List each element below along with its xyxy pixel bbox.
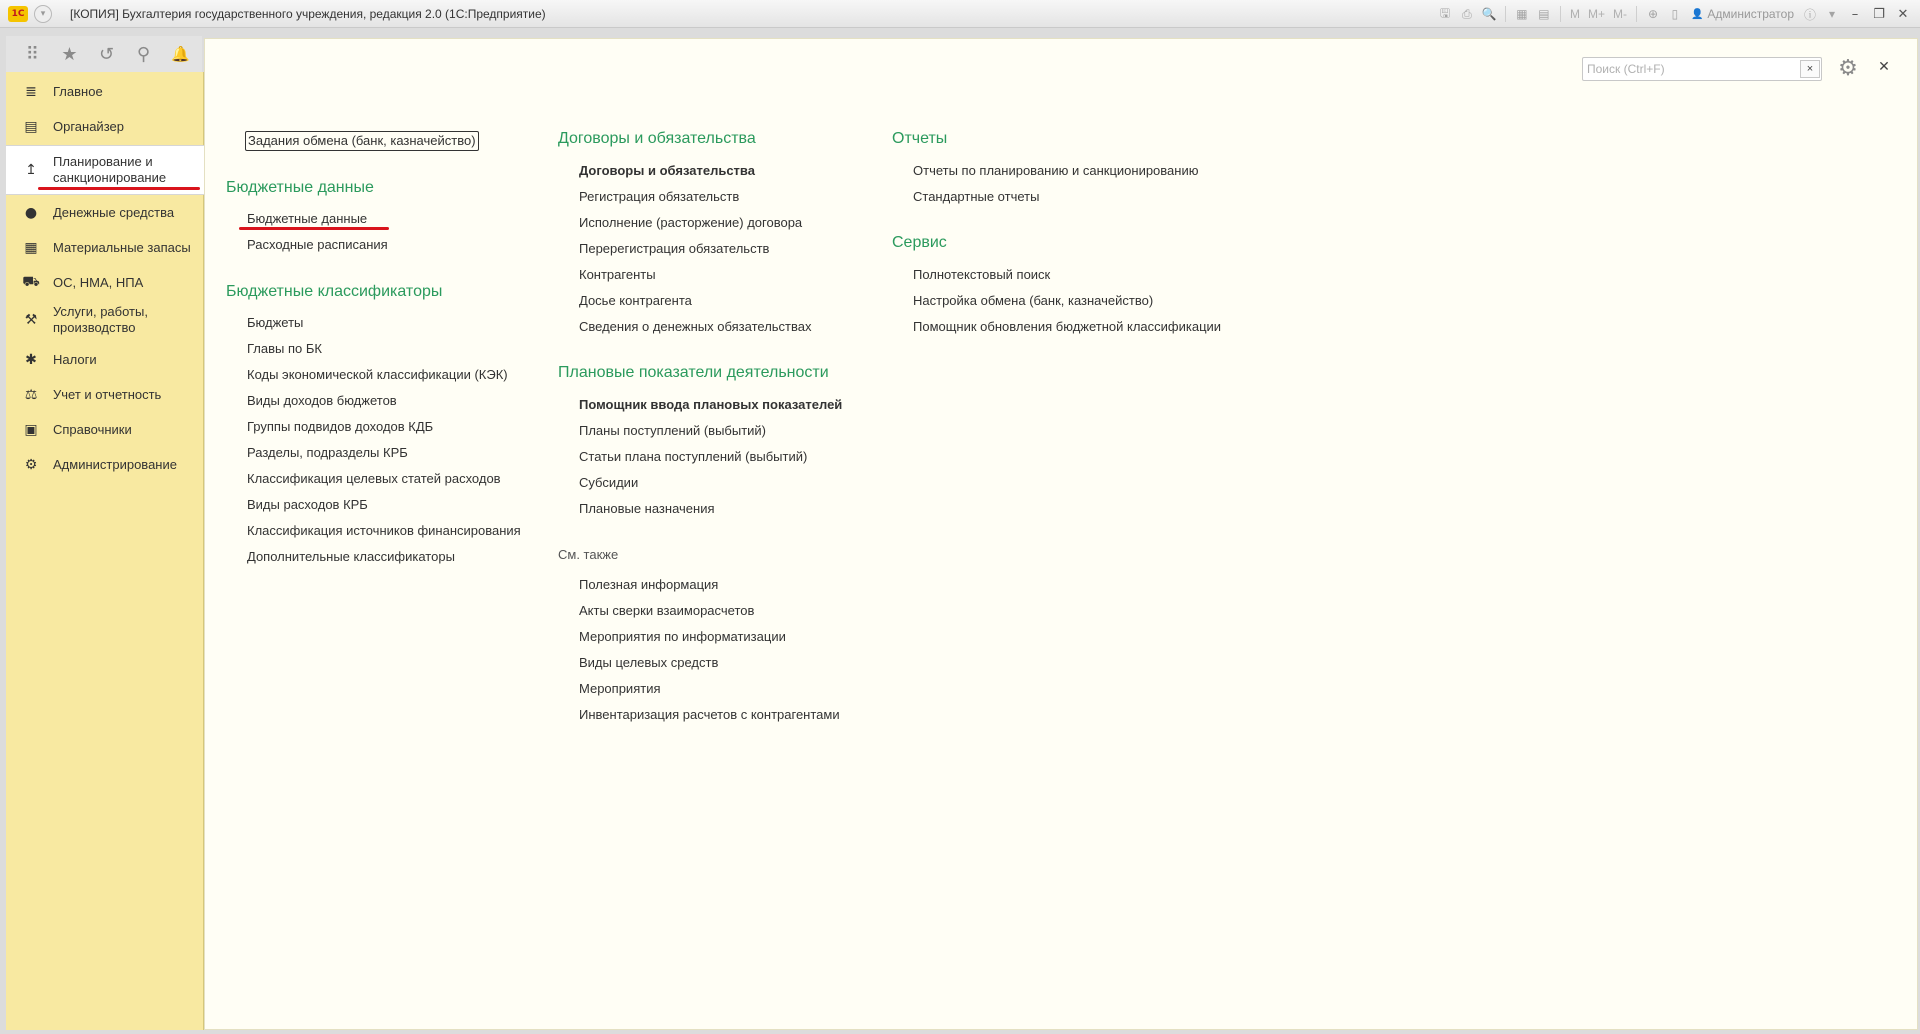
link-bk-chapters[interactable]: Главы по БК bbox=[247, 341, 322, 356]
section-title-budget-data: Бюджетные данные bbox=[226, 179, 374, 196]
settings-gear-icon[interactable]: ⚙ bbox=[1838, 55, 1858, 81]
link-contracts[interactable]: Договоры и обязательства bbox=[579, 163, 755, 178]
history-icon[interactable]: ↺ bbox=[98, 43, 115, 65]
link-plan-wizard[interactable]: Помощник ввода плановых показателей bbox=[579, 397, 843, 412]
truck-icon: ⛟ bbox=[22, 274, 40, 290]
link-expense-schedules[interactable]: Расходные расписания bbox=[247, 237, 388, 252]
search-icon[interactable]: ⚲ bbox=[136, 43, 151, 65]
sidebar-item-administration[interactable] bbox=[6, 455, 204, 475]
main-menu-button[interactable]: ▾ bbox=[34, 5, 52, 23]
link-measures[interactable]: Мероприятия bbox=[579, 681, 661, 696]
info-icon[interactable]: ⓘ bbox=[1803, 7, 1816, 22]
link-planned-assignments[interactable]: Плановые назначения bbox=[579, 501, 715, 516]
sections-sidebar bbox=[6, 72, 204, 1030]
link-krb-expense-types[interactable]: Виды расходов КРБ bbox=[247, 497, 368, 512]
link-counterparty-dossier[interactable]: Досье контрагента bbox=[579, 293, 692, 308]
app-logo: 1С bbox=[8, 6, 28, 22]
favorites-star-icon[interactable]: ★ bbox=[61, 43, 78, 65]
quick-toolbar bbox=[6, 36, 202, 72]
emblem-icon: ✱ bbox=[25, 352, 37, 368]
section-title-contracts: Договоры и обязательства bbox=[558, 130, 756, 147]
sidebar-item-services[interactable] bbox=[6, 302, 204, 338]
link-useful-info[interactable]: Полезная информация bbox=[579, 577, 719, 592]
section-title-plan-indicators: Плановые показатели деятельности bbox=[558, 364, 829, 381]
organizer-icon: ▤ bbox=[24, 119, 38, 135]
sidebar-item-label: Органайзер bbox=[53, 119, 124, 134]
sidebar-item-fixed-assets[interactable] bbox=[6, 273, 204, 293]
separator bbox=[1560, 6, 1561, 22]
current-user[interactable] bbox=[1687, 7, 1798, 21]
link-standard-reports[interactable]: Стандартные отчеты bbox=[913, 189, 1040, 204]
link-receipt-plans[interactable]: Планы поступлений (выбытий) bbox=[579, 423, 767, 438]
link-budgets[interactable]: Бюджеты bbox=[247, 315, 304, 330]
link-planning-reports[interactable]: Отчеты по планированию и санкционированию bbox=[913, 163, 1199, 178]
link-financing-sources[interactable]: Классификация источников финансирования bbox=[247, 523, 521, 538]
print-icon[interactable]: ⎙ bbox=[1462, 6, 1472, 21]
sidebar-item-label: Администрирование bbox=[53, 457, 177, 472]
sidebar-item-label: Учет и отчетность bbox=[53, 387, 162, 402]
link-receipt-plan-items[interactable]: Статьи плана поступлений (выбытий) bbox=[579, 449, 808, 464]
reference-book-icon: ▣ bbox=[24, 422, 38, 438]
link-counterparties[interactable]: Контрагенты bbox=[579, 267, 656, 282]
section-title-service: Сервис bbox=[892, 234, 947, 251]
link-krb-sections[interactable]: Разделы, подразделы КРБ bbox=[247, 445, 408, 460]
memory-button[interactable]: M bbox=[1569, 7, 1580, 21]
link-kek-codes[interactable]: Коды экономической классификации (КЭК) bbox=[247, 367, 508, 382]
list-icon: ≣ bbox=[25, 84, 37, 100]
link-it-measures[interactable]: Мероприятия по информатизации bbox=[579, 629, 786, 644]
separator bbox=[1636, 6, 1637, 22]
link-monetary-obligations[interactable]: Сведения о денежных обязательствах bbox=[579, 319, 812, 334]
sidebar-item-organizer[interactable] bbox=[6, 117, 204, 137]
section-title-see-also: См. также bbox=[558, 547, 619, 562]
sidebar-item-label: Налоги bbox=[53, 352, 97, 367]
window-title: [КОПИЯ] Бухгалтерия государственного учреждения, редакция 2.0 (1С:Предприятие) bbox=[70, 6, 546, 21]
sidebar-item-label: Планирование и санкционирование bbox=[53, 154, 167, 185]
sidebar-item-accounting[interactable] bbox=[6, 385, 204, 405]
sidebar-item-taxes[interactable] bbox=[6, 350, 204, 370]
link-contract-execution[interactable]: Исполнение (расторжение) договора bbox=[579, 215, 803, 230]
user-name: Администратор bbox=[1707, 7, 1794, 21]
minimize-button[interactable]: – bbox=[1851, 6, 1859, 22]
sidebar-item-label: Денежные средства bbox=[53, 205, 175, 220]
search-input[interactable] bbox=[1582, 57, 1822, 81]
link-target-funds-types[interactable]: Виды целевых средств bbox=[579, 655, 719, 670]
sidebar-item-references[interactable] bbox=[6, 420, 204, 440]
panel-icon[interactable]: ▯ bbox=[1671, 7, 1679, 21]
planning-icon: ↥ bbox=[25, 162, 37, 178]
link-kdb-groups[interactable]: Группы подвидов доходов КДБ bbox=[247, 419, 434, 434]
window-close-button[interactable]: ✕ bbox=[1897, 6, 1909, 22]
calculator-icon[interactable]: ▤ bbox=[1538, 7, 1550, 21]
title-bar bbox=[0, 0, 1920, 28]
link-target-items[interactable]: Классификация целевых статей расходов bbox=[247, 471, 501, 486]
accounting-icon: ⚖ bbox=[24, 387, 38, 403]
link-subsidies[interactable]: Субсидии bbox=[579, 475, 639, 490]
section-title-classifiers: Бюджетные классификаторы bbox=[226, 283, 443, 300]
sidebar-item-cash[interactable] bbox=[6, 203, 204, 223]
link-exchange-settings[interactable]: Настройка обмена (банк, казначейство) bbox=[913, 293, 1154, 308]
link-additional-classifiers[interactable]: Дополнительные классификаторы bbox=[247, 549, 455, 564]
sidebar-item-inventory[interactable] bbox=[6, 238, 204, 258]
link-classification-update-wizard[interactable]: Помощник обновления бюджетной классификации bbox=[913, 319, 1222, 334]
link-exchange-tasks[interactable]: Задания обмена (банк, казначейство) bbox=[245, 131, 479, 151]
link-reconciliation-acts[interactable]: Акты сверки взаиморасчетов bbox=[579, 603, 755, 618]
link-budget-data[interactable]: Бюджетные данные bbox=[247, 211, 368, 226]
highlight-underline bbox=[38, 187, 200, 190]
memory-plus-button[interactable]: M+ bbox=[1587, 7, 1605, 21]
sidebar-item-main[interactable] bbox=[6, 82, 204, 102]
close-icon[interactable]: ✕ bbox=[1878, 59, 1890, 75]
link-settlements-inventory[interactable]: Инвентаризация расчетов с контрагентами bbox=[579, 707, 840, 722]
search-clear-button[interactable]: × bbox=[1800, 60, 1820, 78]
link-obligations-registration[interactable]: Регистрация обязательств bbox=[579, 189, 740, 204]
sidebar-item-label: Справочники bbox=[53, 422, 132, 437]
calendar-icon[interactable]: ▦ bbox=[1516, 7, 1528, 21]
link-fulltext-search[interactable]: Полнотекстовый поиск bbox=[913, 267, 1051, 282]
sidebar-item-label: ОС, НМА, НПА bbox=[53, 275, 144, 290]
separator bbox=[1505, 6, 1506, 22]
gear-icon: ⚙ bbox=[24, 457, 38, 473]
sidebar-item-label: Услуги, работы, производство bbox=[53, 304, 148, 335]
sidebar-item-label: Главное bbox=[53, 84, 103, 99]
link-obligations-reregistration[interactable]: Перерегистрация обязательств bbox=[579, 241, 770, 256]
restore-button[interactable]: ❐ bbox=[1873, 6, 1885, 22]
user-icon: 👤 bbox=[1690, 8, 1704, 20]
highlight-underline bbox=[239, 227, 389, 230]
notification-bell-icon[interactable]: 🔔 bbox=[171, 45, 190, 63]
coin-icon: ● bbox=[24, 205, 38, 221]
memory-minus-button[interactable]: M- bbox=[1612, 7, 1627, 21]
preview-icon[interactable]: 🔍 bbox=[1481, 7, 1497, 21]
sidebar-item-label: Материальные запасы bbox=[53, 240, 191, 255]
link-income-types[interactable]: Виды доходов бюджетов bbox=[247, 393, 397, 408]
inventory-icon: ▦ bbox=[24, 240, 38, 256]
chevron-down-icon[interactable]: ▾ bbox=[1828, 7, 1836, 21]
save-icon[interactable]: 🖫 bbox=[1439, 5, 1451, 20]
title-toolbar bbox=[1435, 0, 1914, 28]
section-title-reports: Отчеты bbox=[892, 130, 948, 147]
zoom-icon[interactable]: ⊕ bbox=[1647, 7, 1658, 21]
apps-grid-icon[interactable]: ⠿ bbox=[25, 43, 40, 65]
tools-icon: ⚒ bbox=[24, 312, 38, 328]
